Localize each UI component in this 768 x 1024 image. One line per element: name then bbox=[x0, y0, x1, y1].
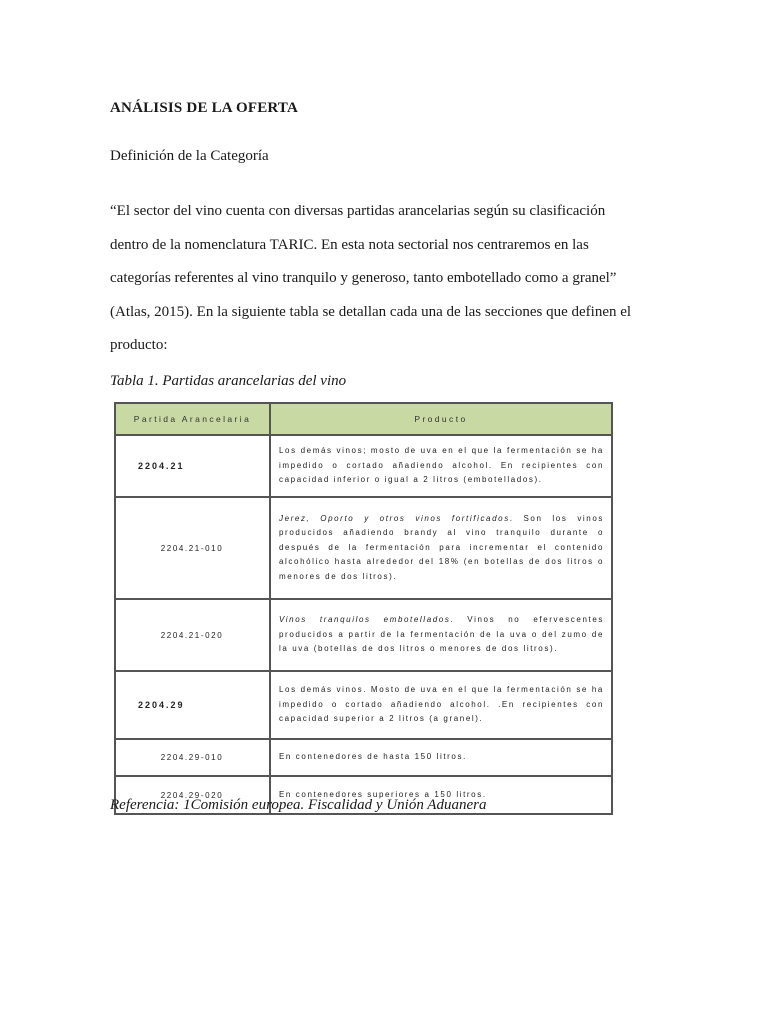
table-caption: Tabla 1. Partidas arancelarias del vino bbox=[110, 373, 347, 389]
description-text: En contenedores superiores a 150 litros. bbox=[279, 789, 487, 799]
table-reference: Referencia: 1Comisión europea. Fiscalidad y Unión Aduanera bbox=[110, 797, 487, 813]
product-description bbox=[270, 599, 612, 671]
product-description bbox=[270, 435, 612, 497]
tariff-code: 2204.29-020 bbox=[115, 776, 270, 814]
table-row bbox=[115, 671, 612, 739]
description-text: . Son los vinos producidos añadiendo brandy al vino tranquilo durante o después de la fermentación para incrementar el contenido alcohólico hasta alrededor del 18% (en botellas de dos litros o menores de dos litros). bbox=[279, 513, 604, 581]
header-partida: Partida Arancelaria bbox=[115, 403, 270, 435]
section-heading: ANÁLISIS DE LA OFERTA bbox=[110, 100, 299, 116]
product-description bbox=[270, 497, 612, 599]
tariff-code: 2204.21-010 bbox=[115, 497, 270, 599]
tariff-table bbox=[114, 402, 613, 815]
table-row bbox=[115, 497, 612, 599]
header-producto: Producto bbox=[270, 403, 612, 435]
product-description bbox=[270, 739, 612, 776]
body-paragraph: “El sector del vino cuenta con diversas partidas arancelarias según su clasificación dentro de la nomenclatura TARIC. En esta nota sectorial nos centraremos en las categorías referentes al vino tranquilo y generoso, tanto embotellado como a granel” (Atlas, 2015). En la siguiente tabla se detallan cada una de las secciones que definen el producto: bbox=[110, 203, 632, 353]
tariff-code: 2204.21 bbox=[115, 435, 270, 497]
tariff-code: 2204.21-020 bbox=[115, 599, 270, 671]
description-lead: Jerez, Oporto y otros vinos fortificados bbox=[279, 513, 510, 523]
description-text: Los demás vinos; mosto de uva en el que la fermentación se ha impedido o cortado añadiendo alcohol. En recipientes con capacidad inferior o igual a 2 litros (embotellados). bbox=[279, 446, 604, 485]
description-text: En contenedores de hasta 150 litros. bbox=[279, 752, 467, 762]
table-row bbox=[115, 435, 612, 497]
product-description bbox=[270, 671, 612, 739]
table-row bbox=[115, 599, 612, 671]
table-row bbox=[115, 739, 612, 776]
subsection-heading: Definición de la Categoría bbox=[110, 148, 269, 164]
description-text: . Vinos no efervescentes producidos a partir de la fermentación de la uva o del zumo de la uva (botellas de dos litros o menores de dos litros). bbox=[279, 615, 604, 654]
table-header-row bbox=[115, 403, 612, 435]
tariff-code: 2204.29 bbox=[115, 671, 270, 739]
description-lead: Vinos tranquilos embotellados bbox=[279, 615, 451, 625]
tariff-code: 2204.29-010 bbox=[115, 739, 270, 776]
description-text: Los demás vinos. Mosto de uva en el que la fermentación se ha impedido o cortado añadiendo alcohol. .En recipientes con capacidad superior a 2 litros (a granel). bbox=[279, 685, 604, 724]
